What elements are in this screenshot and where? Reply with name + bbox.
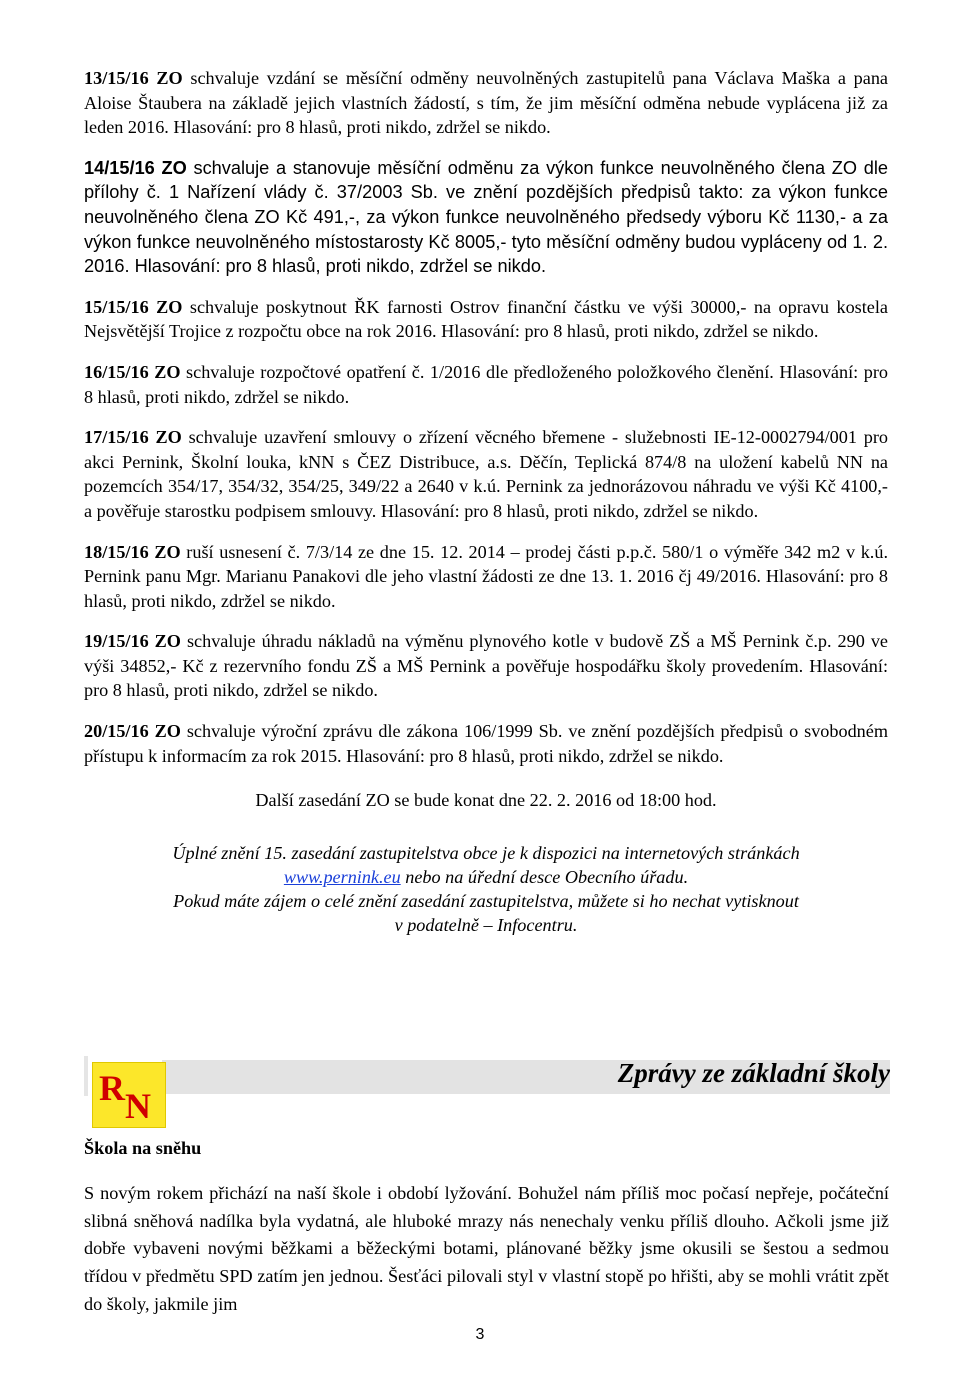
resolutions-block [84,66,888,937]
resolution-16 [84,360,888,409]
rn-logo-icon: R N [92,1062,166,1128]
resolution-number: 20/15/16 ZO [84,721,181,742]
banner-title: Zprávy ze základní školy [617,1058,890,1088]
footer-line: www.pernink.eu nebo na úřední desce Obecního úřadu. [283,867,689,888]
resolution-text: ruší usnesení č. 7/3/14 ze dne 15. 12. 2014 – prodej části p.p.č. 580/1 o výměře 342 m2 v k.ú. Pernink panu Mgr. Marianu Panakovi dle jeho vlastní žádosti ze dne 13. 1. 2016 čj 49/2016. Hlasování: pro 8 hlasů, proti nikdo, zdržel se nikdo. [84,541,888,611]
resolution-17 [84,425,888,523]
footer-line: Pokud máte zájem o celé znění zasedání zastupitelstva, můžete si ho nechat vytisknout [173,891,799,912]
resolution-text: schvaluje uzavření smlouvy o zřízení věcného břemene - služebnosti IE-12-0002794/001 pro akci Pernink, Školní louka, kNN s ČEZ Distribuce, a.s. Děčín, Teplická 874/8 na uložení kabelů NN na pozemcích 354/17, 354/32, 354/25, 349/22 a 2640 v k.ú. Pernink za jednorázovou náhradu ve výši Kč 4100,- a pověřuje starostku podpisem smlouvy. Hlasování: pro 8 hlasů, proti nikdo, zdržel se nikdo. [84,427,888,521]
footer-line: Úplné znění 15. zasedání zastupitelstva obce je k dispozici na internetových stránkách [172,843,800,864]
page-number: 3 [475,1326,485,1343]
resolution-19 [84,629,888,703]
banner-accent-bar [84,1056,88,1096]
resolution-number: 15/15/16 ZO [84,296,183,317]
resolution-number: 14/15/16 ZO [84,157,187,178]
resolution-number: 13/15/16 ZO [84,68,183,88]
footer-notice [84,841,888,937]
resolution-text: schvaluje úhradu nákladů na výměnu plynového kotle v budově ZŠ a MŠ Pernink č.p. 290 ve výši 34852,- Kč z rezervního fondu ZŠ a MŠ Pernink a pověřuje hospodářku školy provedením. Hlasování: pro 8 hlasů, proti nikdo, zdržel se nikdo. [84,631,888,701]
footer-line: v podatelně – Infocentru. [394,915,578,936]
resolution-20 [84,719,888,768]
resolution-18 [84,540,888,614]
website-link[interactable]: www.pernink.eu [283,867,401,888]
resolution-text: schvaluje výroční zprávu dle zákona 106/1999 Sb. ve znění pozdějších předpisů o svobodném přístupu k informacím za rok 2015. Hlasování: pro 8 hlasů, proti nikdo, zdržel se nikdo. [84,721,888,766]
resolution-text: schvaluje a stanovuje měsíční odměnu za výkon funkce neuvolněného člena ZO dle přílohy č. 1 Nařízení vlády č. 37/2003 Sb. ve znění pozdějších předpisů takto: za výkon funkce neuvolněného člena ZO Kč 491,-, za výkon funkce neuvolněného předsedy výboru Kč 1130,- a za výkon funkce neuvolněného místostarosty Kč 8005,- tyto měsíční odměny budou vypláceny od 1. 2. 2016. Hlasování: pro 8 hlasů, proti nikdo, zdržel se nikdo. [84,157,888,277]
resolution-13 [84,66,888,140]
resolution-14 [84,156,888,279]
school-news-banner [84,1056,890,1144]
resolution-number: 19/15/16 ZO [84,631,181,652]
resolution-text: schvaluje rozpočtové opatření č. 1/2016 dle předloženého položkového členění. Hlasování: pro 8 hlasů, proti nikdo, zdržel se nikdo. [84,361,888,407]
resolution-15 [84,295,888,344]
resolution-number: 17/15/16 ZO [84,427,182,448]
section-title: Škola na sněhu [84,1138,202,1158]
resolution-number: 16/15/16 ZO [84,361,181,382]
section-text: S novým rokem přichází na naší škole i období lyžování. Bohužel nám příliš moc počasí nepřeje, počáteční slibná sněhová nadílka byla vydatná, ale hluboké mrazy nás nenechaly venku příliš dlouho. Ačkoli jsme již dobře vybaveni novými běžkami a běžeckými botami, plánované běžky jsme okusili se šestou a sedmou třídou v předmětu SPD zatím jen jednou. Šesťáci pilovali styl v vlastní stopě po hřišti, aby se mohli vrátit zpět do školy, jakmile jim [84,1183,889,1314]
next-meeting-notice: Další zasedání ZO se bude konat dne 22. 2. 2016 od 18:00 hod. [255,790,717,811]
resolution-number: 18/15/16 ZO [84,541,181,562]
resolution-text: schvaluje vzdání se měsíční odměny neuvolněných zastupitelů pana Václava Maška a pana Aloise Štaubera na základě jejich vlastních žádostí, s tím, že jim měsíční odměna nebude vyplácena již za leden 2016. Hlasování: pro 8 hlasů, proti nikdo, zdržel se nikdo. [84,68,888,138]
resolution-text: schvaluje poskytnout ŘK farnosti Ostrov finanční částku ve výši 30000,- na opravu kostela Nejsvětější Trojice z rozpočtu obce na rok 2016. Hlasování: pro 8 hlasů, proti nikdo, zdržel se nikdo. [84,296,888,342]
